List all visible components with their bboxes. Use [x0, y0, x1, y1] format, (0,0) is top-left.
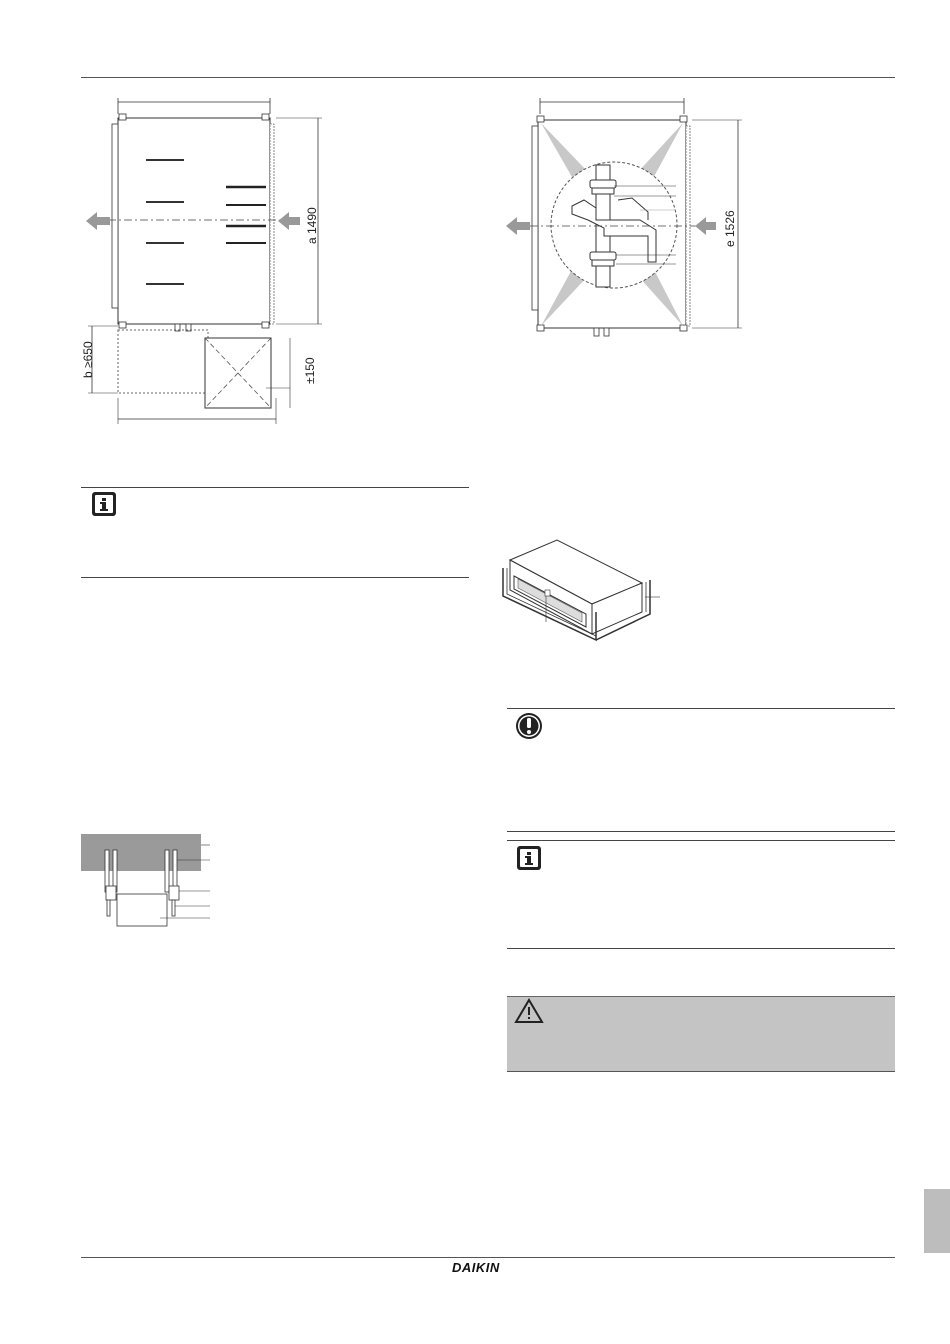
warning-triangle-icon	[514, 998, 544, 1024]
warning-box-bottom-rule	[507, 1071, 895, 1072]
warning-box	[507, 996, 895, 1071]
unit-top-view-figure	[80, 95, 330, 430]
dimension-a-label: a 1490	[305, 207, 319, 244]
warning-box-top-rule	[507, 996, 895, 997]
caution-box-bottom-rule	[507, 831, 895, 832]
unit-suspension-figure	[500, 95, 760, 345]
chapter-tab	[924, 1189, 950, 1253]
footer-rule	[81, 1257, 895, 1258]
daikin-logo: DAIKIN	[452, 1260, 500, 1275]
info-icon	[516, 845, 542, 871]
info-box-2-top-rule	[507, 840, 895, 841]
exclamation-icon	[515, 712, 541, 738]
info-icon	[91, 491, 117, 517]
header-rule	[81, 77, 895, 78]
info-box-2-bottom-rule	[507, 948, 895, 949]
dimension-b-label: b ≥650	[81, 341, 95, 378]
dimension-150-label: ±150	[303, 357, 317, 384]
dimension-e-label: e 1526	[723, 210, 737, 247]
unit-lifting-figure	[495, 535, 675, 645]
info-box-top-rule	[81, 487, 469, 488]
caution-box-top-rule	[507, 708, 895, 709]
info-box-bottom-rule	[81, 577, 469, 578]
ceiling-suspension-figure	[80, 832, 215, 932]
